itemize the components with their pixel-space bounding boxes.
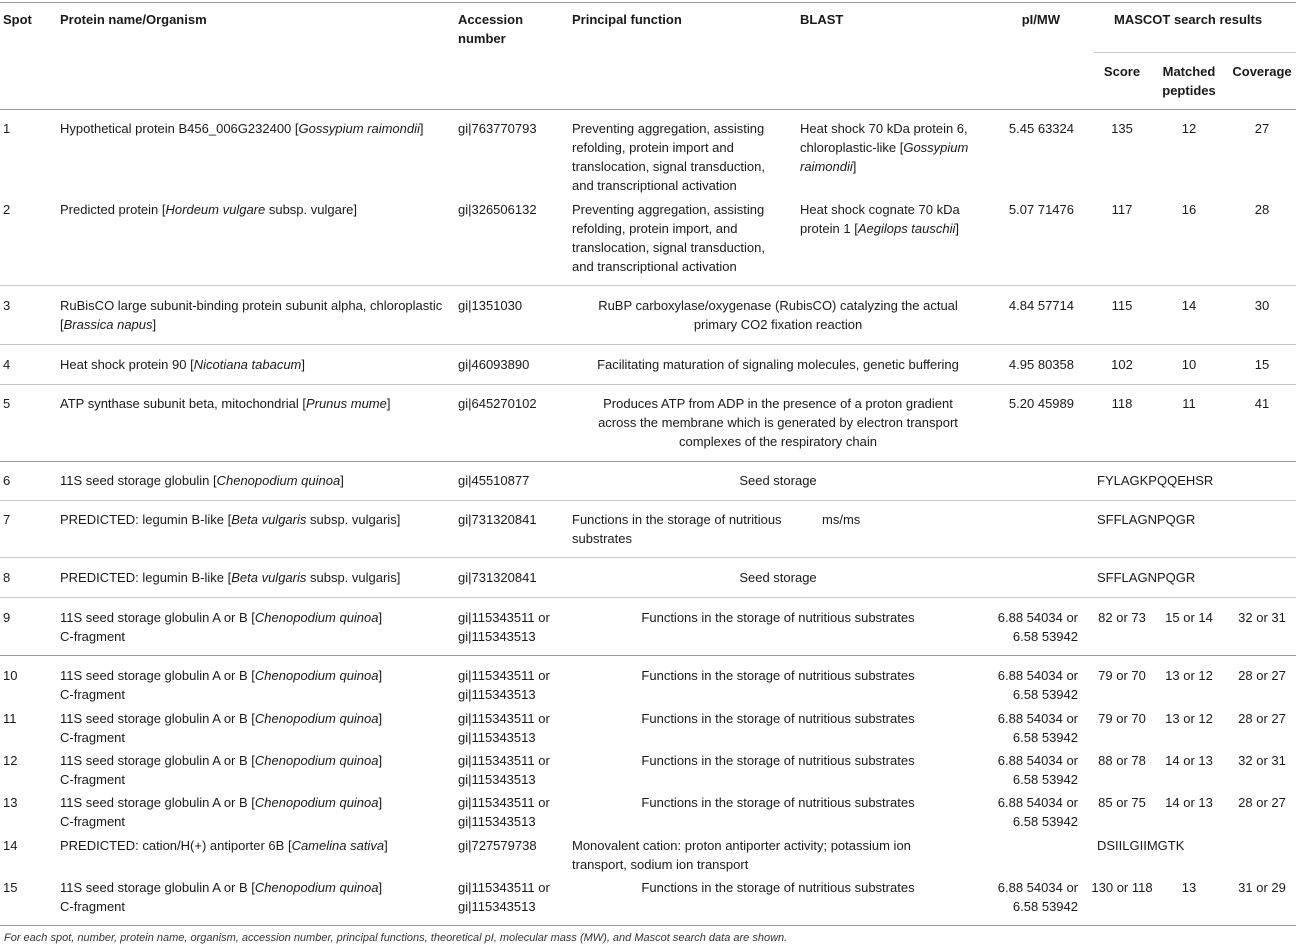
cell-spot: 2 <box>3 202 11 217</box>
cell-spot: 1 <box>3 121 11 136</box>
cell-pimw: 5.20 45989 <box>1008 396 1074 411</box>
cell-accession: gi|731320841 <box>458 512 537 527</box>
cell-coverage: 32 or 31 <box>1238 753 1286 768</box>
cell-coverage: 28 or 27 <box>1238 668 1286 683</box>
cell-spot: 5 <box>3 396 11 411</box>
cell-score: 79 or 70 <box>1098 668 1146 683</box>
rule-after-6 <box>0 500 1296 501</box>
cell-spot: 12 <box>3 753 18 768</box>
cell-protein: Hypothetical protein B456_006G232400 [Gossypium raimondii] <box>60 121 424 136</box>
mascot-header-rule <box>1094 52 1296 53</box>
cell-protein: 11S seed storage globulin [Chenopodium quinoa] <box>60 473 344 488</box>
cell-function: Produces ATP from ADP in the presence of a proton gradient across the membrane which is generated by electron transport complexes of the respiratory chain <box>598 396 958 449</box>
cell-function: Functions in the storage of nutritious substrates <box>641 795 915 810</box>
header-matched-line1: Matched <box>1162 64 1216 79</box>
cell-coverage: 27 <box>1254 121 1270 136</box>
cell-accession: gi|727579738 <box>458 838 537 853</box>
header-accession <box>458 10 523 48</box>
table-caption: For each spot, number, protein name, organism, accession number, principal functions, theoretical pI, molecular mass (MW), and Mascot search data are shown. <box>4 932 788 944</box>
cell-matched: 13 <box>1181 880 1197 895</box>
cell-spot: 8 <box>3 570 11 585</box>
cell-coverage: 31 or 29 <box>1238 880 1286 895</box>
header-matched-line2: peptides <box>1162 83 1216 98</box>
cell-blast: Heat shock cognate 70 kDa protein 1 [Aegilops tauschii] <box>800 202 960 236</box>
cell-protein: RuBisCO large subunit-binding protein subunit alpha, chloroplastic [Brassica napus] <box>60 298 443 332</box>
cell-protein: ATP synthase subunit beta, mitochondrial [Prunus mume] <box>60 396 391 411</box>
cell-spot: 11 <box>3 711 17 726</box>
cell-coverage: 28 or 27 <box>1238 711 1286 726</box>
cell-blast: Heat shock 70 kDa protein 6, chloroplastic-like [Gossypium raimondii] <box>800 121 969 174</box>
cell-spot: 15 <box>3 880 18 895</box>
cell-score: 130 or 118 <box>1091 880 1153 895</box>
header-function: Principal function <box>572 12 682 27</box>
cell-score: 82 or 73 <box>1098 610 1146 625</box>
cell-protein: 11S seed storage globulin A or B [Chenopodium quinoa] C-fragment <box>60 795 383 829</box>
header-score: Score <box>1103 64 1141 79</box>
cell-matched: 14 or 13 <box>1165 795 1213 810</box>
cell-protein: Heat shock protein 90 [Nicotiana tabacum] <box>60 357 305 372</box>
cell-pimw: 6.88 54034 or 6.58 53942 <box>997 668 1078 702</box>
cell-matched: 13 or 12 <box>1165 668 1213 683</box>
cell-accession: gi|645270102 <box>458 396 537 411</box>
cell-accession: gi|115343511 or gi|115343513 <box>458 795 550 829</box>
cell-function: Functions in the storage of nutritious substrates <box>641 610 915 625</box>
cell-accession: gi|326506132 <box>458 202 537 217</box>
table-top-rule <box>0 2 1296 3</box>
cell-accession: gi|115343511 or gi|115343513 <box>458 880 550 914</box>
cell-protein: PREDICTED: legumin B-like [Beta vulgaris subsp. vulgaris] <box>60 512 401 527</box>
header-protein: Protein name/Organism <box>60 12 207 27</box>
cell-protein: 11S seed storage globulin A or B [Chenopodium quinoa] C-fragment <box>60 711 383 745</box>
cell-function: RuBP carboxylase/oxygenase (RubisCO) catalyzing the actual primary CO2 fixation reaction <box>598 298 958 332</box>
cell-accession: gi|115343511 or gi|115343513 <box>458 753 550 787</box>
cell-spot: 13 <box>3 795 18 810</box>
cell-sequence: DSIILGIIMGTK <box>1097 838 1185 853</box>
cell-coverage: 30 <box>1254 298 1270 313</box>
cell-score: 88 or 78 <box>1098 753 1146 768</box>
cell-coverage: 32 or 31 <box>1238 610 1286 625</box>
cell-function: Facilitating maturation of signaling molecules, genetic buffering <box>597 357 959 372</box>
cell-accession: gi|46093890 <box>458 357 530 372</box>
cell-pimw: 6.88 54034 or 6.58 53942 <box>997 880 1078 914</box>
cell-function: Functions in the storage of nutritious substrates <box>641 753 915 768</box>
cell-function: Preventing aggregation, assisting refolding, protein import, and translocation, signal transduction, and transcriptional activation <box>572 202 765 274</box>
cell-matched: 10 <box>1181 357 1197 372</box>
cell-pimw: 5.45 63324 <box>1008 121 1074 136</box>
cell-function: Seed storage <box>739 473 817 488</box>
cell-matched: 14 or 13 <box>1165 753 1213 768</box>
cell-score: 118 <box>1111 396 1133 411</box>
cell-accession: gi|731320841 <box>458 570 537 585</box>
cell-matched: 11 <box>1182 396 1196 411</box>
header-accession-line2: number <box>458 31 506 46</box>
rule-after-5 <box>0 461 1296 462</box>
cell-coverage: 41 <box>1254 396 1270 411</box>
cell-function: Preventing aggregation, assisting refolding, protein import and translocation, signal transduction, and transcriptional activation <box>572 121 765 193</box>
header-coverage: Coverage <box>1232 64 1292 79</box>
cell-protein: PREDICTED: cation/H(+) antiporter 6B [Camelina sativa] <box>60 838 388 853</box>
cell-score: 115 <box>1111 298 1133 313</box>
cell-pimw: 6.88 54034 or 6.58 53942 <box>997 753 1078 787</box>
cell-blast: ms/ms <box>822 512 861 527</box>
rule-after-2 <box>0 285 1296 286</box>
cell-pimw: 4.95 80358 <box>1008 357 1074 372</box>
header-accession-line1: Accession <box>458 12 524 27</box>
cell-protein: 11S seed storage globulin A or B [Chenopodium quinoa] C-fragment <box>60 668 383 702</box>
cell-accession: gi|115343511 or gi|115343513 <box>458 668 550 702</box>
cell-coverage: 28 <box>1254 202 1270 217</box>
cell-spot: 7 <box>3 512 11 527</box>
cell-coverage: 28 or 27 <box>1238 795 1286 810</box>
rule-after-9 <box>0 655 1296 656</box>
cell-spot: 6 <box>3 473 11 488</box>
header-matched <box>1154 62 1224 100</box>
cell-matched: 14 <box>1181 298 1197 313</box>
header-blast: BLAST <box>800 12 844 27</box>
cell-matched: 12 <box>1181 121 1197 136</box>
cell-score: 85 or 75 <box>1098 795 1146 810</box>
rule-after-8 <box>0 597 1296 598</box>
cell-protein: 11S seed storage globulin A or B [Chenopodium quinoa] C-fragment <box>60 753 383 787</box>
rule-after-7 <box>0 557 1296 558</box>
cell-accession: gi|115343511 or gi|115343513 <box>458 610 550 644</box>
cell-protein: PREDICTED: legumin B-like [Beta vulgaris subsp. vulgaris] <box>60 570 401 585</box>
cell-protein: 11S seed storage globulin A or B [Chenopodium quinoa] C-fragment <box>60 880 383 914</box>
cell-pimw: 5.07 71476 <box>1008 202 1074 217</box>
cell-pimw: 4.84 57714 <box>1008 298 1074 313</box>
cell-accession: gi|1351030 <box>458 298 523 313</box>
cell-function: Seed storage <box>739 570 817 585</box>
cell-pimw: 6.88 54034 or 6.58 53942 <box>997 795 1078 829</box>
cell-sequence: FYLAGKPQQEHSR <box>1097 473 1214 488</box>
cell-matched: 15 or 14 <box>1165 610 1213 625</box>
cell-function: Monovalent cation: proton antiporter activity; potassium ion transport, sodium ion transport <box>572 838 911 872</box>
cell-score: 102 <box>1111 357 1133 372</box>
header-mascot: MASCOT search results <box>1114 12 1263 27</box>
cell-pimw: 6.88 54034 or 6.58 53942 <box>997 711 1078 745</box>
cell-matched: 16 <box>1181 202 1197 217</box>
cell-score: 79 or 70 <box>1098 711 1146 726</box>
cell-function: Functions in the storage of nutritious substrates <box>572 512 782 546</box>
cell-sequence: SFFLAGNPQGR <box>1097 570 1196 585</box>
rule-after-4 <box>0 384 1296 385</box>
cell-function: Functions in the storage of nutritious substrates <box>641 668 915 683</box>
cell-sequence: SFFLAGNPQGR <box>1097 512 1196 527</box>
cell-spot: 14 <box>3 838 18 853</box>
header-pimw: pI/MW <box>1021 12 1060 27</box>
rule-after-3 <box>0 344 1296 345</box>
cell-pimw: 6.88 54034 or 6.58 53942 <box>997 610 1078 644</box>
cell-accession: gi|115343511 or gi|115343513 <box>458 711 550 745</box>
cell-coverage: 15 <box>1254 357 1270 372</box>
table-bottom-rule <box>0 925 1296 926</box>
cell-protein: Predicted protein [Hordeum vulgare subsp. vulgare] <box>60 202 358 217</box>
cell-score: 135 <box>1111 121 1133 136</box>
header-bottom-rule <box>0 109 1296 110</box>
cell-function: Functions in the storage of nutritious substrates <box>641 711 915 726</box>
cell-spot: 4 <box>3 357 11 372</box>
cell-accession: gi|763770793 <box>458 121 537 136</box>
cell-spot: 3 <box>3 298 11 313</box>
cell-function: Functions in the storage of nutritious substrates <box>641 880 915 895</box>
cell-accession: gi|45510877 <box>458 473 530 488</box>
cell-spot: 10 <box>3 668 18 683</box>
cell-spot: 9 <box>3 610 11 625</box>
cell-matched: 13 or 12 <box>1165 711 1213 726</box>
cell-score: 117 <box>1111 202 1133 217</box>
cell-protein: 11S seed storage globulin A or B [Chenopodium quinoa] C-fragment <box>60 610 383 644</box>
header-spot: Spot <box>3 12 32 27</box>
